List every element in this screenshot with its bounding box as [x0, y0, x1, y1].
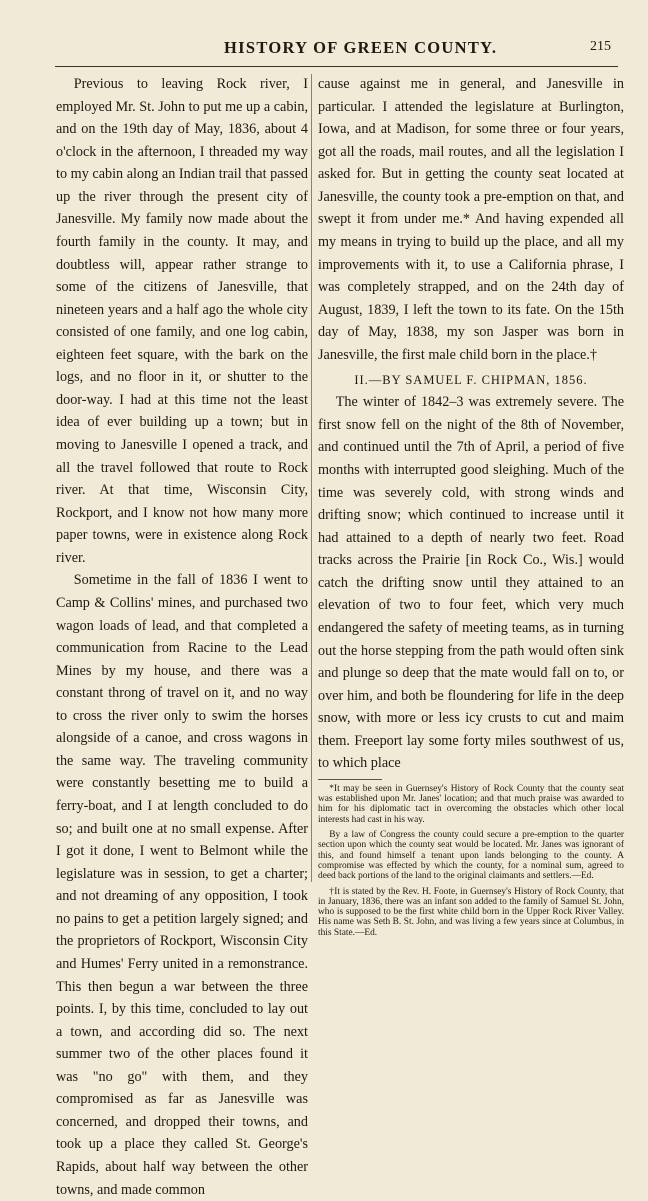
paragraph: The winter of 1842–3 was extremely severe. The first snow fell on the night of the 8th of November, and continued until the 7th of April, a period of five months with interrupted good sleighing. Much of the time was severely cold, with strong winds and drifting snow; which continued to increase until it had attained to a depth of nearly two feet. Road tracks across the Prairie [in Rock Co., Wis.] would catch the drifting snow until they attained to an elevation of two to four feet, which very much endangered the safety of meeting teams, as in turning out the horse stepping from the path would often sink and plunge so deep that the mate would fall on to, or over him, and both be floundering for life in the deep snow, with more or less icy crusts to cut and maim them. Freeport lay some forty miles southwest of us, to which place	[318, 394, 624, 772]
paragraph: Sometime in the fall of 1836 I went to Camp & Collins' mines, and purchased two wagon loads of lead, and that completed a communication from Racine to the Lead Mines by my house, and there was a constant throng of travel on it, and no way to cross the river only to swim the horses alongside of a canoe, and cross wagons in the same way. The traveling community were constantly besetting me to build a ferry-boat, and I at length concluded to do so; and built one at no small expense. After I got it done, I went to Belmont while the legislature was in session, to get a charter; and not dreaming of any opposition, I took no pains to get a petition largely signed; and the proprietors of Rockport, Wisconsin City and Humes' Ferry united in a remonstrance. This then begun a war between the three points. I, by this time, concluded to lay out a town, and according did so. The next summer two of the other places found it was "no go" with them, and they compromised as far as Janesville was concerned, and dropped their towns, and took up a place they called St. George's Rapids, about half way between the other towns, and made common	[56, 572, 308, 1198]
footnote: *It may be seen in Guernsey's History of Rock County that the county seat was established upon Mr. Janes' location; and that much praise was awarded to him for his diplomatic tact in overcoming the obstacles which other local interests had cast in his way.	[318, 783, 624, 825]
running-title: HISTORY OF GREEN COUNTY.	[224, 38, 498, 57]
footnote: †It is stated by the Rev. H. Foote, in Guernsey's History of Rock County, that in January, 1836, there was an infant son added to the family of Samuel St. John, who is supposed to be the first white child born in the Upper Rock River Valley. His name was Seth B. St. John, and was living a few years since at Columbus, in this State.—Ed.	[318, 886, 624, 938]
paragraph-continuation: cause against me in general, and Janesville in particular. I attended the legislature at Burlington, Iowa, and at Madison, for some three or four years, got all the roads, mail routes, and all the legislation I asked for. But in getting the county seat located at Janesville, the county took a pre-emption on that, and swept it from under me.* And having expended all my means in trying to build up the place, and all my improvements with it, to use a California phrase, I was completely strapped, and on the 24th day of August, 1839, I left the town to its fate. On the 15th day of May, 1838, my son Jasper was born in Janesville, the first male child born in the place.†	[318, 76, 624, 363]
column-divider	[311, 74, 312, 882]
paragraph: Previous to leaving Rock river, I employed Mr. St. John to put me up a cabin, and on the 19th day of May, 1836, about 4 o'clock in the afternoon, I threaded my way to my cabin along an Indian trail that passed up the river through the present city of Janesville. My family now made about the fourth family in the county. It may, and doubtless will, appear rather strange to some of the citizens of Janesville, that nineteen years and a half ago the whole city consisted of one family, and one log cabin, eighteen feet square, with the bark on the logs, and no floor in it, or shutter to the door-way. I had at this time not the least idea of ever building up a town; but in moving to Janesville I opened a track, and all the travel followed that route to Rock river. At that time, Wisconsin City, Rockport, and I know not how many more paper towns, were in existence along Rock river.	[56, 76, 308, 566]
left-column	[56, 67, 308, 1201]
right-column	[318, 67, 624, 943]
footnote: By a law of Congress the county could secure a pre-emption to the quarter section upon which the county seat would be located. Mr. Janes was ignorant of this, and found himself a tenant upon lands belonging to the county. A compromise was effected by which the county, for a nominal sum, agreed to deed back portions of the land to the original claimants and settlers.—Ed.	[318, 830, 624, 882]
section-heading: II.—BY SAMUEL F. CHIPMAN, 1856.	[354, 373, 588, 388]
page-number: 215	[590, 39, 611, 54]
footnote-rule	[318, 779, 382, 780]
page-header	[0, 38, 648, 62]
